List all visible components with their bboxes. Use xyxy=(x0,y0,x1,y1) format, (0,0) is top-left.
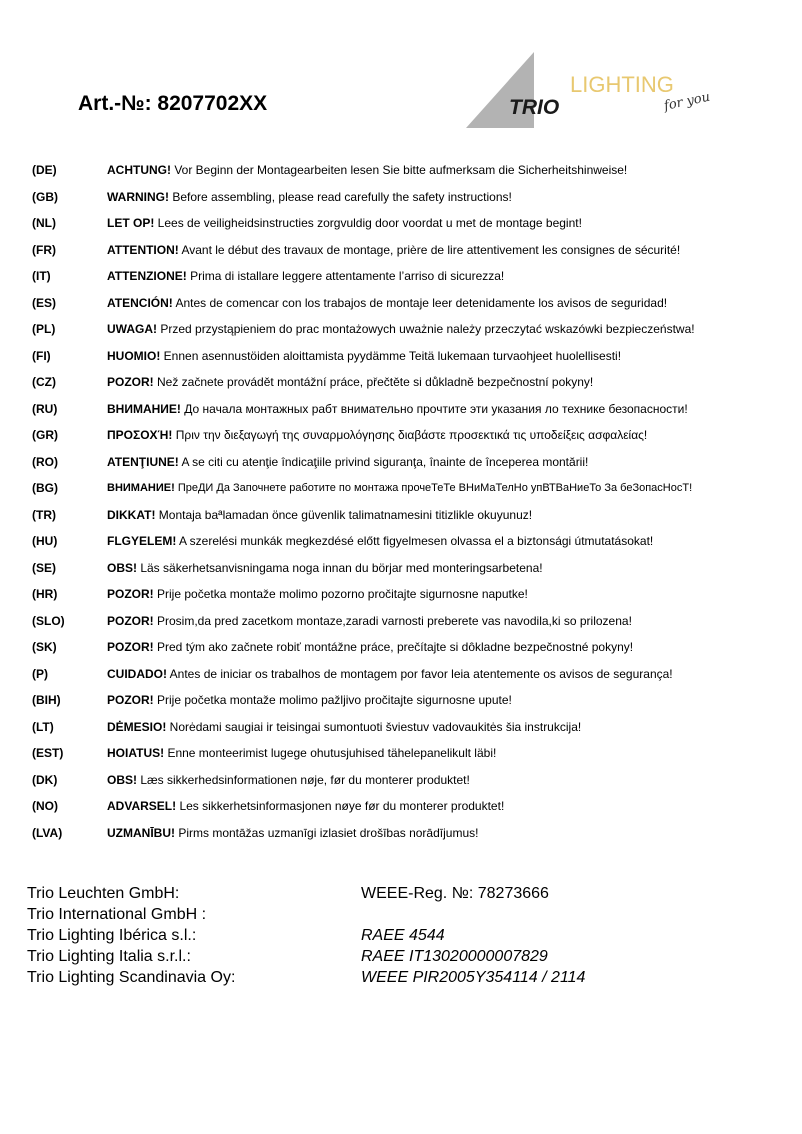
language-code: (PL) xyxy=(32,322,56,337)
warning-label: ВНИМАНИЕ! xyxy=(107,482,175,495)
language-code: (NO) xyxy=(32,799,58,814)
language-code: (FR) xyxy=(32,242,56,257)
language-code: (P) xyxy=(32,666,48,681)
warning-text: Enne monteerimist lugege ohutusjuhised tähelepanelikult läbi! xyxy=(164,746,497,761)
company-name: Trio International GmbH : xyxy=(27,905,207,923)
warning-text: Vor Beginn der Montagearbeiten lesen Sie bitte aufmerksam die Sicherheitshinweise! xyxy=(171,163,628,178)
warning-label: HOIATUS! xyxy=(107,746,165,761)
language-code: (RO) xyxy=(32,454,58,469)
warning-row-de xyxy=(32,157,772,184)
footer-row xyxy=(27,946,767,967)
article-number: Art.-№: 8207702XX xyxy=(78,92,268,115)
warning-label: LET OP! xyxy=(107,216,155,231)
warning-label: DIKKAT! xyxy=(107,507,156,522)
language-code: (EST) xyxy=(32,746,64,761)
warning-text: Prosim,da pred zacetkom montaze,zaradi varnosti preberete vas navodila,ki so prilozena! xyxy=(153,613,632,628)
language-code: (CZ) xyxy=(32,375,56,390)
warning-text: Les sikkerhetsinformasjonen nøye før du monterer produktet! xyxy=(176,799,505,814)
warning-label: POZOR! xyxy=(107,693,154,708)
warning-text: A se citi cu atenţie îndicaţiile privind siguranţa, înainte de începerea montării! xyxy=(178,454,589,469)
warning-text: Przed przystąpieniem do prac montażowych uważnie należy przeczytać wskazówki bezpieczeństwa! xyxy=(157,322,695,337)
warning-text: Prima di istallare leggere attentamente l’arriso di sicurezza! xyxy=(186,269,505,284)
warning-row-se xyxy=(32,555,772,582)
warning-text: Πριν την διεξαγωγή της συναρμολόγησης διαβάστε προσεκτικά τις υποδείξεις ασφαλείας! xyxy=(172,428,648,443)
warning-row-fi xyxy=(32,343,772,370)
warning-row-slo xyxy=(32,608,772,635)
registration-footer xyxy=(27,883,767,988)
warning-text: Pred tým ako začnete robiť montážne práce, prečítajte si dôkladne bezpečnostné pokyny! xyxy=(153,640,634,655)
logo-tagline: LIGHTING xyxy=(570,72,674,97)
registration-number: RAEE 4544 xyxy=(361,926,445,944)
language-code: (ES) xyxy=(32,295,56,310)
warning-label: POZOR! xyxy=(107,613,154,628)
warning-text: Než začnete provádět montážní práce, přečtěte si důkladně bezpečnostní pokyny! xyxy=(153,375,594,390)
warning-text: Lees de veiligheidsinstructies zorgvuldig door voordat u met de montage begint! xyxy=(154,216,582,231)
company-name: Trio Lighting Italia s.r.l.: xyxy=(27,947,191,965)
warning-row-hr xyxy=(32,581,772,608)
warning-label: FLGYELEM! xyxy=(107,534,177,549)
trio-lighting-logo xyxy=(462,50,722,132)
warning-text: До начала монтажных рабт внимательно прочтите эти указания ло технике безопасности! xyxy=(180,401,688,416)
warning-label: ВНИМАНИЕ! xyxy=(107,401,181,416)
warning-row-pl xyxy=(32,316,772,343)
language-code: (DK) xyxy=(32,772,58,787)
warning-row-bih xyxy=(32,687,772,714)
warning-label: OBS! xyxy=(107,560,137,575)
language-code: (BIH) xyxy=(32,693,61,708)
warning-text: Läs säkerhetsanvisningama noga innan du börjar med monteringsarbetena! xyxy=(137,560,543,575)
language-code: (TR) xyxy=(32,507,56,522)
warning-row-sk xyxy=(32,634,772,661)
warning-label: ADVARSEL! xyxy=(107,799,177,814)
warning-label: POZOR! xyxy=(107,640,154,655)
warning-label: ΠΡΟΣΟΧΉ! xyxy=(107,428,173,443)
warning-row-lva xyxy=(32,820,772,847)
warning-text: Norėdami saugiai ir teisingai sumontuoti šviestuv vadovaukitės šia instrukcija! xyxy=(166,719,582,734)
warning-text: A szerelési munkák megkezdésé előtt figyelmesen olvassa el a biztonsági útmutatásokat! xyxy=(176,534,654,549)
safety-warnings-list xyxy=(32,157,772,846)
warning-label: CUIDADO! xyxy=(107,666,167,681)
company-name: Trio Leuchten GmbH: xyxy=(27,884,180,902)
language-code: (LT) xyxy=(32,719,54,734)
warning-row-lt xyxy=(32,714,772,741)
warning-row-ru xyxy=(32,396,772,423)
footer-row xyxy=(27,904,767,925)
warning-text: Avant le début des travaux de montage, prière de lire attentivement les consignes de sécurité! xyxy=(178,242,681,257)
language-code: (BG) xyxy=(32,481,58,496)
warning-text: Pirms montāžas uzmanīgi izlasiet drošības norādījumus! xyxy=(175,825,479,840)
language-code: (LVA) xyxy=(32,825,63,840)
language-code: (SE) xyxy=(32,560,56,575)
warning-row-nl xyxy=(32,210,772,237)
registration-number: RAEE IT13020000007829 xyxy=(361,947,548,965)
company-name: Trio Lighting Ibérica s.l.: xyxy=(27,926,197,944)
warning-row-es xyxy=(32,290,772,317)
language-code: (FI) xyxy=(32,348,51,363)
warning-text: Prije početka montaže molimo pozorno pročitajte sigurnosne naputke! xyxy=(153,587,528,602)
footer-row xyxy=(27,967,767,988)
language-code: (GR) xyxy=(32,428,58,443)
warning-label: POZOR! xyxy=(107,375,154,390)
warning-label: DĖMESIO! xyxy=(107,719,167,734)
warning-label: HUOMIO! xyxy=(107,348,161,363)
warning-row-fr xyxy=(32,237,772,264)
warning-label: ACHTUNG! xyxy=(107,163,171,178)
warning-text: Antes de iniciar os trabalhos de montagem por favor leia atentemente os avisos de segurança! xyxy=(167,666,673,681)
company-name: Trio Lighting Scandinavia Oy: xyxy=(27,968,236,986)
warning-label: ATTENTION! xyxy=(107,242,179,257)
logo-tagline-sub: for you xyxy=(662,89,712,114)
language-code: (HU) xyxy=(32,534,58,549)
warning-text: Montaja baªlamadan önce güvenlik talimatnamesini titizlikle okuyunuz! xyxy=(155,507,533,522)
warning-row-tr xyxy=(32,502,772,529)
warning-label: ATENCIÓN! xyxy=(107,295,173,310)
language-code: (SLO) xyxy=(32,613,65,628)
warning-row-no xyxy=(32,793,772,820)
warning-row-bg xyxy=(32,475,772,502)
footer-row xyxy=(27,925,767,946)
footer-row xyxy=(27,883,767,904)
language-code: (HR) xyxy=(32,587,58,602)
warning-row-p xyxy=(32,661,772,688)
language-code: (RU) xyxy=(32,401,58,416)
warning-row-it xyxy=(32,263,772,290)
warning-text: ПреДИ Да Започнете работите по монтажа прочеТеТе ВНиМаТелНо упВТВаНиеТо За беЗопасНосТ! xyxy=(174,482,693,495)
warning-row-cz xyxy=(32,369,772,396)
registration-number: WEEE-Reg. №: 78273666 xyxy=(361,884,549,902)
warning-label: ATENŢIUNE! xyxy=(107,454,179,469)
warning-row-est xyxy=(32,740,772,767)
warning-row-gr xyxy=(32,422,772,449)
language-code: (IT) xyxy=(32,269,51,284)
warning-label: POZOR! xyxy=(107,587,154,602)
warning-text: Prije početka montaže molimo pažljivo pročitajte sigurnosne upute! xyxy=(153,693,512,708)
warning-text: Antes de comencar con los trabajos de montaje leer detenidamente los avisos de seguridad! xyxy=(172,295,668,310)
language-code: (DE) xyxy=(32,163,57,178)
language-code: (GB) xyxy=(32,189,58,204)
warning-text: Ennen asennustöiden aloittamista pyydämme Teitä lukemaan turvaohjeet huolellisesti! xyxy=(160,348,622,363)
warning-row-ro xyxy=(32,449,772,476)
language-code: (SK) xyxy=(32,640,57,655)
logo-brand: TRIO xyxy=(509,96,560,119)
registration-number: WEEE PIR2005Y354114 / 2114 xyxy=(361,968,586,986)
warning-row-gb xyxy=(32,184,772,211)
language-code: (NL) xyxy=(32,216,56,231)
warning-label: UZMANĪBU! xyxy=(107,825,175,840)
warning-row-dk xyxy=(32,767,772,794)
warning-label: ATTENZIONE! xyxy=(107,269,187,284)
warning-text: Before assembling, please read carefully the safety instructions! xyxy=(169,189,512,204)
warning-label: UWAGA! xyxy=(107,322,157,337)
warning-label: OBS! xyxy=(107,772,137,787)
warning-label: WARNING! xyxy=(107,189,169,204)
warning-row-hu xyxy=(32,528,772,555)
warning-text: Læs sikkerhedsinformationen nøje, før du monterer produktet! xyxy=(137,772,470,787)
